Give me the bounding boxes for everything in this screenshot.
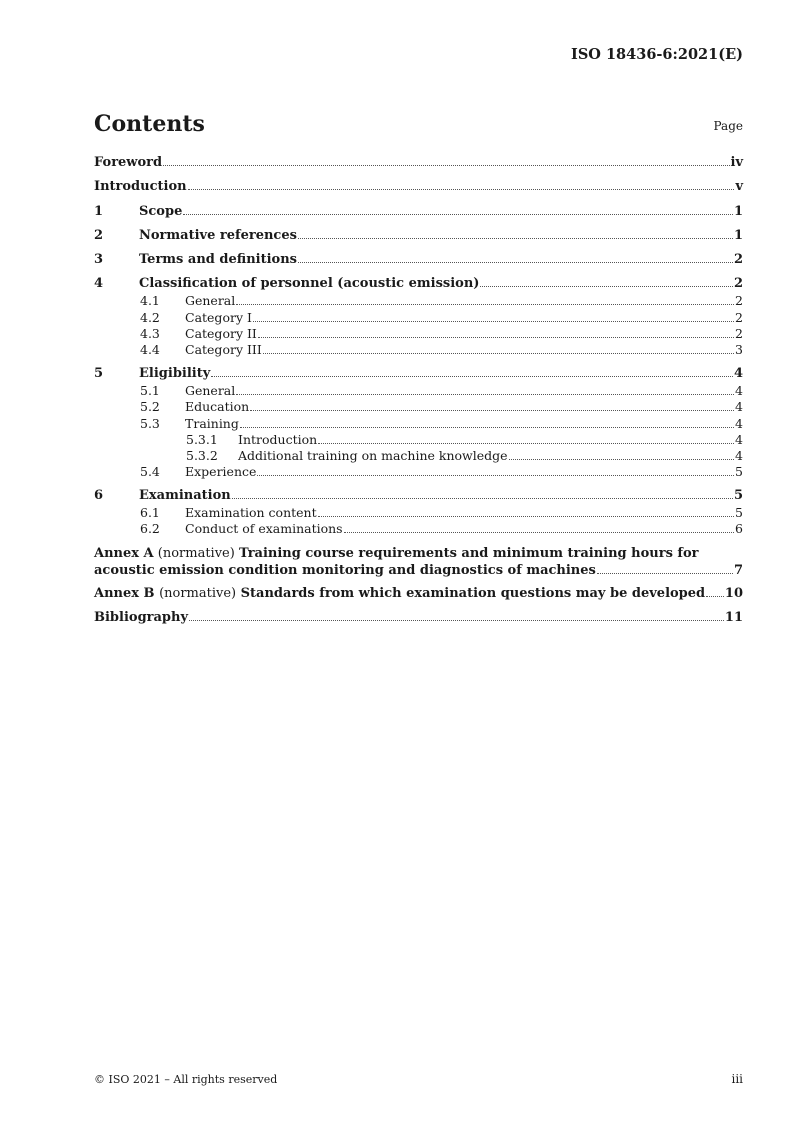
toc-number: 5.4 (140, 464, 160, 480)
toc-page: 2 (735, 293, 743, 309)
toc-number: 2 (94, 227, 104, 243)
toc-label: Category I (185, 309, 252, 325)
toc-label: Examination content (185, 505, 317, 521)
toc-number: 6.2 (140, 521, 160, 537)
toc-label: Additional training on machine knowledge (238, 448, 508, 464)
toc-page: 4 (735, 448, 743, 464)
toc-entry-5-4[interactable] (94, 464, 743, 480)
toc-page: 6 (735, 521, 743, 537)
toc-entry-4-2[interactable] (94, 310, 743, 326)
dot-leader (257, 475, 734, 476)
toc-page: 5 (733, 488, 743, 504)
dot-leader (189, 620, 724, 621)
toc-entry-bibliography[interactable] (94, 609, 743, 627)
toc-number: 4.4 (140, 342, 160, 358)
dot-leader (298, 262, 733, 263)
annex-b-title: Standards from which examination questions may be developed (240, 585, 706, 601)
toc-entry-5-2[interactable] (94, 399, 743, 415)
toc-label: Experience (185, 464, 257, 480)
toc-page: iv (730, 155, 743, 170)
toc-label: Foreword (94, 155, 163, 170)
toc-entry-scope[interactable] (94, 203, 743, 221)
dot-leader (480, 286, 733, 287)
toc-entry-eligibility[interactable] (94, 365, 743, 383)
toc-label: General (185, 382, 236, 398)
dot-leader (258, 337, 734, 338)
toc-page: 4 (733, 365, 743, 381)
toc-number: 4 (94, 276, 104, 292)
toc-entry-classification[interactable] (94, 275, 743, 293)
toc-page: v (735, 179, 743, 195)
toc-label: Category III (185, 342, 262, 358)
dot-leader (211, 376, 733, 377)
dot-leader (318, 516, 734, 517)
toc-number: 4.1 (140, 293, 160, 309)
toc-page: 1 (733, 227, 743, 243)
toc-page: 1 (733, 203, 743, 219)
dot-leader (183, 214, 733, 215)
annex-b-type: (normative) (159, 585, 237, 601)
toc-number: 5.2 (140, 399, 160, 415)
dot-leader (236, 394, 734, 395)
toc-page: 2 (733, 252, 743, 268)
toc-label: Training (185, 415, 239, 431)
toc-label: Bibliography (94, 610, 189, 626)
toc-number: 3 (94, 252, 104, 268)
toc-label: Terms and definitions (139, 252, 297, 268)
dot-leader (253, 321, 734, 322)
dot-leader (188, 189, 735, 190)
toc-label: Introduction (238, 431, 318, 447)
toc-page: 2 (735, 326, 743, 342)
toc-number: 5.3.2 (186, 448, 218, 464)
dot-leader (263, 353, 734, 354)
toc-label: Introduction (94, 179, 187, 195)
toc-entry-6-2[interactable] (94, 521, 743, 537)
toc-page: 4 (735, 415, 743, 431)
toc-entry-annex-b[interactable] (94, 585, 743, 603)
dot-leader (232, 498, 733, 499)
annex-b-prefix: Annex B (94, 585, 155, 601)
dot-leader (163, 165, 729, 166)
toc-label: Category II (185, 326, 257, 342)
toc-number: 6 (94, 488, 104, 504)
annex-a-type: (normative) (157, 545, 235, 561)
page-column-label: Page (713, 119, 743, 133)
toc-number: 5.3 (140, 415, 160, 431)
dot-leader (240, 427, 734, 428)
toc-label: General (185, 293, 236, 309)
annex-a-prefix: Annex A (94, 545, 154, 561)
dot-leader (298, 238, 733, 239)
toc-label: Education (185, 399, 250, 415)
toc-page: 4 (735, 399, 743, 415)
toc-entry-5-3-2[interactable] (94, 448, 743, 464)
dot-leader (236, 304, 734, 305)
toc-entry-5-3[interactable] (94, 416, 743, 432)
toc-page: 2 (735, 309, 743, 325)
toc-entry-examination[interactable] (94, 487, 743, 505)
toc-number: 5 (94, 365, 104, 381)
dot-leader (597, 573, 733, 574)
dot-leader (509, 459, 735, 460)
table-of-contents (94, 154, 743, 627)
toc-number: 1 (94, 203, 104, 219)
toc-entry-5-3-1[interactable] (94, 432, 743, 448)
toc-page: 3 (735, 342, 743, 358)
toc-page: 10 (724, 585, 743, 601)
toc-entry-terms-definitions[interactable] (94, 251, 743, 269)
document-id: ISO 18436-6:2021(E) (571, 46, 743, 63)
annex-a-title-line1: Training course requirements and minimum training hours for (238, 545, 699, 561)
toc-entry-annex-a[interactable] (94, 545, 743, 579)
toc-label: Conduct of examinations (185, 521, 343, 537)
toc-label: Classification of personnel (acoustic emission) (139, 276, 480, 292)
toc-entry-introduction[interactable] (94, 178, 743, 196)
dot-leader (318, 443, 734, 444)
toc-entry-4-4[interactable] (94, 342, 743, 358)
toc-number: 6.1 (140, 505, 160, 521)
toc-entry-6-1[interactable] (94, 505, 743, 521)
dot-leader (250, 410, 734, 411)
toc-number: 5.3.1 (186, 431, 218, 447)
dot-leader (344, 532, 734, 533)
dot-leader (706, 596, 724, 597)
toc-number: 5.1 (140, 382, 160, 398)
toc-number: 4.3 (140, 326, 160, 342)
toc-label: Scope (139, 203, 183, 219)
toc-entry-foreword[interactable] (94, 154, 743, 172)
toc-label: Normative references (139, 227, 297, 243)
toc-entry-4-1[interactable] (94, 293, 743, 309)
toc-label: Eligibility (139, 365, 211, 381)
annex-a-title-line2: acoustic emission condition monitoring and diagnostics of machines (94, 562, 596, 578)
toc-entry-normative-references[interactable] (94, 227, 743, 245)
toc-page: 7 (733, 562, 743, 578)
toc-label: Examination (139, 488, 231, 504)
contents-title: Contents (94, 111, 205, 137)
toc-number: 4.2 (140, 309, 160, 325)
toc-entry-4-3[interactable] (94, 326, 743, 342)
toc-page: 4 (735, 382, 743, 398)
copyright-notice: © ISO 2021 – All rights reserved (94, 1073, 278, 1086)
toc-page: 4 (735, 431, 743, 447)
toc-entry-5-1[interactable] (94, 383, 743, 399)
toc-page: 5 (735, 505, 743, 521)
page-number: iii (731, 1072, 743, 1086)
toc-page: 5 (735, 464, 743, 480)
toc-page: 11 (724, 610, 743, 626)
toc-page: 2 (733, 276, 743, 292)
